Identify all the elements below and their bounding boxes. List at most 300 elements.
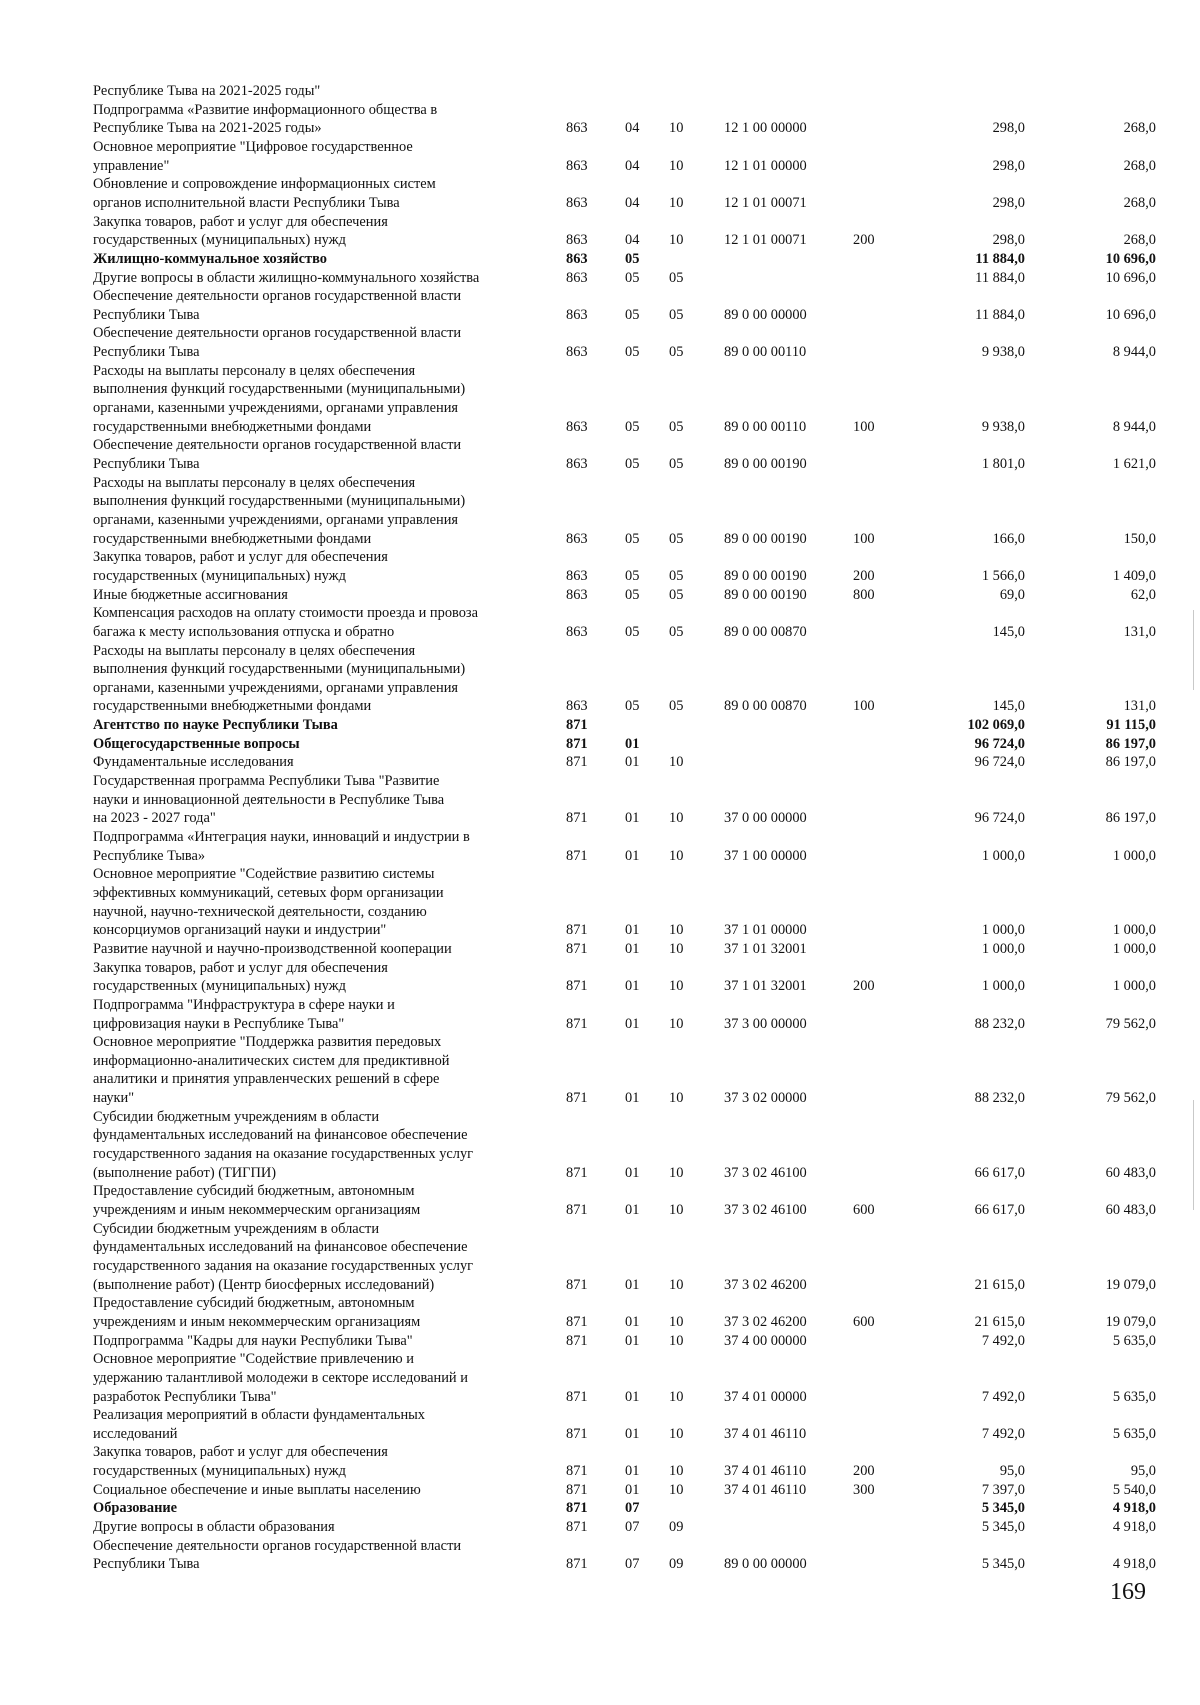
- row-name: Республике Тыва на 2021-2025 годы": [93, 83, 321, 99]
- row-ved-code: 871: [566, 922, 588, 939]
- row-amount-year1: 21 615,0: [974, 1313, 1025, 1330]
- row-expense-type: 100: [853, 530, 875, 547]
- row-name: Республике Тыва»: [93, 847, 206, 864]
- row-name: Республики Тыва: [93, 456, 200, 472]
- row-amount-year1: 7 492,0: [981, 1388, 1025, 1405]
- row-amount-year1: 1 801,0: [981, 456, 1025, 472]
- row-name: Республике Тыва на 2021-2025 годы»: [93, 120, 322, 137]
- row-target-article: 89 0 00 00190: [724, 586, 807, 603]
- table-row: [0, 1015, 1200, 1033]
- row-ved-code: 863: [566, 418, 588, 435]
- row-name: Подпрограмма «Интеграция науки, инноваций и индустрии в: [93, 829, 470, 845]
- row-section-code: 07: [625, 1500, 640, 1517]
- row-subsection-code: 10: [669, 922, 684, 939]
- table-row: [0, 175, 1200, 193]
- row-name: Образование: [93, 1500, 178, 1517]
- row-section-code: 04: [625, 120, 640, 137]
- row-ved-code: 863: [566, 157, 588, 174]
- table-row: [0, 82, 1200, 100]
- row-name: Общегосударственные вопросы: [93, 735, 300, 752]
- row-ved-code: 871: [566, 810, 588, 827]
- table-row: [0, 1425, 1200, 1443]
- row-amount-year2: 268,0: [1123, 232, 1156, 249]
- table-row: [0, 940, 1200, 958]
- row-target-article: 12 1 01 00071: [724, 232, 807, 249]
- scan-edge-mark: [1193, 610, 1194, 690]
- row-expense-type: 100: [853, 698, 875, 715]
- table-row: [0, 1145, 1200, 1163]
- row-amount-year1: 1 000,0: [981, 922, 1025, 939]
- row-name: фундаментальных исследований на финансовое обеспечение: [93, 1239, 468, 1256]
- row-ved-code: 863: [566, 456, 588, 472]
- row-ved-code: 863: [566, 232, 588, 249]
- row-name: Обеспечение деятельности органов государственной власти: [93, 1537, 462, 1554]
- row-amount-year1: 9 938,0: [981, 418, 1025, 435]
- row-target-article: 37 3 02 46200: [724, 1313, 807, 1330]
- row-subsection-code: 10: [669, 940, 684, 957]
- row-ved-code: 863: [566, 194, 588, 211]
- row-amount-year1: 96 724,0: [974, 735, 1025, 752]
- row-ved-code: 871: [566, 1332, 588, 1349]
- table-row: [0, 119, 1200, 137]
- row-name: управление": [93, 157, 170, 174]
- page-number: 169: [1110, 1579, 1146, 1605]
- row-name: Предоставление субсидий бюджетным, автономным: [93, 1295, 415, 1312]
- row-amount-year2: 4 918,0: [1112, 1556, 1156, 1573]
- table-row: [0, 511, 1200, 529]
- row-name: Иные бюджетные ассигнования: [93, 586, 288, 603]
- row-amount-year2: 4 918,0: [1112, 1500, 1156, 1517]
- row-name: Обеспечение деятельности органов государственной власти: [93, 288, 462, 305]
- row-subsection-code: 05: [669, 418, 684, 435]
- row-section-code: 01: [625, 1332, 640, 1349]
- row-amount-year1: 5 345,0: [981, 1519, 1025, 1536]
- table-row: [0, 1406, 1200, 1424]
- row-amount-year1: 66 617,0: [974, 1202, 1025, 1218]
- row-amount-year1: 95,0: [999, 1463, 1025, 1480]
- table-row: [0, 1108, 1200, 1126]
- row-name: Расходы на выплаты персоналу в целях обеспечения: [93, 362, 416, 379]
- row-subsection-code: 10: [669, 978, 684, 995]
- row-amount-year2: 1 000,0: [1112, 940, 1156, 957]
- row-name: Другие вопросы в области жилищно-коммунального хозяйства: [93, 269, 480, 286]
- row-target-article: 89 0 00 00870: [724, 623, 807, 640]
- row-name: Подпрограмма "Инфраструктура в сфере науки и: [93, 996, 395, 1013]
- table-row: [0, 1164, 1200, 1182]
- table-row: [0, 1033, 1200, 1051]
- row-section-code: 07: [625, 1519, 640, 1536]
- row-amount-year2: 60 483,0: [1105, 1164, 1156, 1181]
- row-name: государственного задания на оказание государственных услуг: [93, 1146, 474, 1163]
- row-amount-year1: 66 617,0: [974, 1164, 1025, 1181]
- row-name: Государственная программа Республики Тыва "Развитие: [93, 773, 440, 790]
- row-subsection-code: 05: [669, 344, 684, 361]
- row-expense-type: 200: [853, 978, 875, 995]
- row-amount-year2: 268,0: [1123, 194, 1156, 211]
- row-ved-code: 871: [566, 1425, 588, 1442]
- row-subsection-code: 10: [669, 1388, 684, 1405]
- row-name: государственных (муниципальных) нужд: [93, 232, 346, 249]
- row-amount-year1: 298,0: [992, 157, 1025, 174]
- row-subsection-code: 10: [669, 1463, 684, 1480]
- row-name: Обеспечение деятельности органов государственной власти: [93, 325, 462, 342]
- row-ved-code: 871: [566, 1164, 588, 1181]
- table-row: [0, 1089, 1200, 1107]
- row-subsection-code: 10: [669, 232, 684, 249]
- row-name: Закупка товаров, работ и услуг для обеспечения: [93, 1444, 388, 1461]
- row-section-code: 01: [625, 940, 640, 957]
- table-row: [0, 1276, 1200, 1294]
- row-section-code: 05: [625, 344, 640, 361]
- row-amount-year2: 79 562,0: [1105, 1015, 1156, 1032]
- row-amount-year2: 91 115,0: [1106, 717, 1156, 734]
- row-amount-year2: 60 483,0: [1105, 1202, 1156, 1218]
- table-row: [0, 1499, 1200, 1517]
- table-row: [0, 380, 1200, 398]
- row-name: Республики Тыва: [93, 306, 200, 323]
- table-row: [0, 138, 1200, 156]
- row-target-article: 89 0 00 00110: [724, 344, 807, 361]
- row-ved-code: 871: [566, 735, 588, 752]
- row-name: органами, казенными учреждениями, органами управления: [93, 679, 459, 696]
- row-amount-year2: 19 079,0: [1105, 1313, 1156, 1330]
- row-name: выполнения функций государственными (муниципальными): [93, 493, 466, 510]
- table-row: [0, 1555, 1200, 1573]
- row-name: цифровизация науки в Республике Тыва": [93, 1015, 345, 1032]
- table-row: [0, 809, 1200, 827]
- row-amount-year2: 8 944,0: [1112, 418, 1156, 435]
- table-row: [0, 716, 1200, 734]
- table-row: [0, 1238, 1200, 1256]
- row-amount-year1: 7 492,0: [981, 1425, 1025, 1442]
- row-name: государственными внебюджетными фондами: [93, 698, 372, 715]
- row-subsection-code: 10: [669, 1313, 684, 1330]
- row-name: выполнения функций государственными (муниципальными): [93, 661, 466, 678]
- row-name: учреждениям и иным некоммерческим организациям: [93, 1202, 421, 1218]
- table-row: [0, 231, 1200, 249]
- row-subsection-code: 05: [669, 456, 684, 472]
- row-amount-year2: 62,0: [1130, 586, 1156, 603]
- row-amount-year2: 10 696,0: [1105, 250, 1156, 267]
- row-name: государственными внебюджетными фондами: [93, 418, 372, 435]
- row-ved-code: 863: [566, 344, 588, 361]
- table-row: [0, 157, 1200, 175]
- row-name: Республики Тыва: [93, 344, 200, 361]
- row-subsection-code: 10: [669, 1276, 684, 1293]
- row-section-code: 04: [625, 232, 640, 249]
- row-section-code: 01: [625, 1481, 640, 1498]
- row-target-article: 89 0 00 00870: [724, 698, 807, 715]
- row-section-code: 01: [625, 847, 640, 864]
- table-row: [0, 194, 1200, 212]
- row-amount-year2: 5 635,0: [1112, 1332, 1156, 1349]
- table-row: [0, 959, 1200, 977]
- row-section-code: 04: [625, 194, 640, 211]
- row-name: Расходы на выплаты персоналу в целях обеспечения: [93, 474, 416, 491]
- table-row: [0, 343, 1200, 361]
- row-subsection-code: 10: [669, 754, 684, 771]
- row-subsection-code: 10: [669, 157, 684, 174]
- table-row: [0, 436, 1200, 454]
- row-amount-year2: 5 635,0: [1112, 1425, 1156, 1442]
- row-name: Фундаментальные исследования: [93, 754, 294, 771]
- row-target-article: 12 1 01 00071: [724, 194, 807, 211]
- row-subsection-code: 09: [669, 1556, 684, 1573]
- row-name: Закупка товаров, работ и услуг для обеспечения: [93, 549, 388, 566]
- row-name: консорциумов организаций науки и индустрии": [93, 922, 387, 939]
- row-amount-year1: 102 069,0: [967, 717, 1025, 734]
- row-ved-code: 871: [566, 1481, 588, 1498]
- row-amount-year2: 8 944,0: [1112, 344, 1156, 361]
- row-target-article: 37 0 00 00000: [724, 810, 807, 827]
- table-row: [0, 1350, 1200, 1368]
- table-row: [0, 269, 1200, 287]
- row-target-article: 37 4 00 00000: [724, 1332, 807, 1349]
- table-row: [0, 1332, 1200, 1350]
- row-section-code: 01: [625, 1015, 640, 1032]
- row-amount-year2: 1 409,0: [1112, 567, 1156, 584]
- row-amount-year1: 11 884,0: [975, 250, 1025, 267]
- row-ved-code: 871: [566, 1202, 588, 1218]
- row-amount-year1: 88 232,0: [974, 1015, 1025, 1032]
- row-amount-year1: 69,0: [999, 586, 1025, 603]
- table-row: [0, 865, 1200, 883]
- row-name: учреждениям и иным некоммерческим организациям: [93, 1313, 421, 1330]
- row-ved-code: 871: [566, 1519, 588, 1536]
- row-amount-year1: 1 000,0: [981, 978, 1025, 995]
- row-ved-code: 871: [566, 1463, 588, 1480]
- row-amount-year1: 298,0: [992, 120, 1025, 137]
- table-row: [0, 604, 1200, 622]
- row-name: Социальное обеспечение и иные выплаты населению: [93, 1481, 421, 1498]
- row-subsection-code: 10: [669, 847, 684, 864]
- row-section-code: 05: [625, 698, 640, 715]
- row-section-code: 01: [625, 1090, 640, 1107]
- row-amount-year1: 7 397,0: [981, 1481, 1025, 1498]
- row-target-article: 37 3 02 46200: [724, 1276, 807, 1293]
- row-name: Основное мероприятие "Цифровое государственное: [93, 138, 413, 155]
- table-row: [0, 921, 1200, 939]
- row-amount-year2: 86 197,0: [1105, 810, 1156, 827]
- table-row: [0, 213, 1200, 231]
- row-subsection-code: 05: [669, 623, 684, 640]
- table-row: [0, 735, 1200, 753]
- row-name: государственных (муниципальных) нужд: [93, 978, 346, 995]
- table-row: [0, 324, 1200, 342]
- row-name: органами, казенными учреждениями, органами управления: [93, 400, 459, 417]
- table-row: [0, 791, 1200, 809]
- row-ved-code: 871: [566, 1090, 588, 1107]
- row-name: Республики Тыва: [93, 1556, 200, 1573]
- row-target-article: 37 4 01 46110: [724, 1425, 807, 1442]
- row-target-article: 89 0 00 00110: [724, 418, 807, 435]
- row-section-code: 05: [625, 530, 640, 547]
- table-row: [0, 287, 1200, 305]
- row-section-code: 05: [625, 418, 640, 435]
- row-target-article: 89 0 00 00190: [724, 456, 807, 472]
- row-target-article: 12 1 00 00000: [724, 120, 807, 137]
- row-section-code: 05: [625, 586, 640, 603]
- row-ved-code: 863: [566, 269, 588, 286]
- table-row: [0, 1443, 1200, 1461]
- row-amount-year2: 5 540,0: [1112, 1481, 1156, 1498]
- row-amount-year2: 10 696,0: [1105, 269, 1156, 286]
- row-target-article: 89 0 00 00190: [724, 530, 807, 547]
- row-ved-code: 871: [566, 940, 588, 957]
- row-expense-type: 200: [853, 1463, 875, 1480]
- row-ved-code: 871: [566, 1015, 588, 1032]
- row-target-article: 37 4 01 00000: [724, 1388, 807, 1405]
- row-ved-code: 871: [566, 754, 588, 771]
- row-ved-code: 871: [566, 1276, 588, 1293]
- row-section-code: 05: [625, 306, 640, 323]
- row-ved-code: 863: [566, 567, 588, 584]
- table-row: [0, 492, 1200, 510]
- row-name: Агентство по науке Республики Тыва: [93, 717, 338, 734]
- table-row: [0, 1052, 1200, 1070]
- table-row: [0, 884, 1200, 902]
- table-row: [0, 455, 1200, 473]
- row-name: государственных (муниципальных) нужд: [93, 1463, 346, 1480]
- row-section-code: 01: [625, 1164, 640, 1181]
- row-target-article: 37 4 01 46110: [724, 1463, 807, 1480]
- row-name: государственного задания на оказание государственных услуг: [93, 1257, 474, 1274]
- row-section-code: 01: [625, 810, 640, 827]
- row-target-article: 37 1 01 00000: [724, 922, 807, 939]
- row-name: (выполнение работ) (Центр биосферных исследований): [93, 1276, 435, 1293]
- row-section-code: 05: [625, 456, 640, 472]
- row-amount-year1: 7 492,0: [981, 1332, 1025, 1349]
- row-subsection-code: 10: [669, 1332, 684, 1349]
- table-row: [0, 623, 1200, 641]
- table-row: [0, 847, 1200, 865]
- row-section-code: 05: [625, 250, 640, 267]
- row-ved-code: 871: [566, 1556, 588, 1573]
- row-name: органами, казенными учреждениями, органами управления: [93, 511, 459, 528]
- table-row: [0, 697, 1200, 715]
- row-name: на 2023 - 2027 года": [93, 810, 216, 827]
- row-section-code: 01: [625, 754, 640, 771]
- row-name: государственными внебюджетными фондами: [93, 530, 372, 547]
- table-row: [0, 474, 1200, 492]
- row-amount-year2: 150,0: [1123, 530, 1156, 547]
- row-section-code: 01: [625, 1463, 640, 1480]
- row-section-code: 07: [625, 1556, 640, 1573]
- table-row: [0, 1294, 1200, 1312]
- row-name: Закупка товаров, работ и услуг для обеспечения: [93, 213, 388, 230]
- row-amount-year2: 1 000,0: [1112, 922, 1156, 939]
- row-name: Другие вопросы в области образования: [93, 1519, 335, 1536]
- row-amount-year1: 21 615,0: [974, 1276, 1025, 1293]
- row-ved-code: 871: [566, 717, 588, 734]
- row-name: Закупка товаров, работ и услуг для обеспечения: [93, 959, 388, 976]
- row-section-code: 01: [625, 735, 640, 752]
- table-row: [0, 1388, 1200, 1406]
- table-row: [0, 1518, 1200, 1536]
- row-ved-code: 863: [566, 306, 588, 323]
- table-row: [0, 1462, 1200, 1480]
- row-target-article: 37 4 01 46110: [724, 1481, 807, 1498]
- row-section-code: 05: [625, 269, 640, 286]
- row-name: Компенсация расходов на оплату стоимости проезда и провоза: [93, 605, 478, 622]
- table-row: [0, 903, 1200, 921]
- row-subsection-code: 05: [669, 586, 684, 603]
- row-section-code: 05: [625, 567, 640, 584]
- row-name: научной, научно-технической деятельности, созданию: [93, 903, 427, 920]
- table-row: [0, 567, 1200, 585]
- row-expense-type: 200: [853, 232, 875, 249]
- row-amount-year1: 1 000,0: [981, 940, 1025, 957]
- row-subsection-code: 10: [669, 810, 684, 827]
- row-amount-year1: 11 884,0: [975, 306, 1025, 323]
- row-ved-code: 863: [566, 586, 588, 603]
- table-row: [0, 977, 1200, 995]
- row-subsection-code: 10: [669, 1425, 684, 1442]
- row-section-code: 04: [625, 157, 640, 174]
- row-amount-year1: 298,0: [992, 232, 1025, 249]
- row-name: Развитие научной и научно-производственной кооперации: [93, 940, 452, 957]
- row-target-article: 37 1 01 32001: [724, 978, 807, 995]
- row-subsection-code: 10: [669, 1015, 684, 1032]
- row-amount-year2: 4 918,0: [1112, 1519, 1156, 1536]
- row-target-article: 37 3 02 00000: [724, 1090, 807, 1107]
- row-subsection-code: 10: [669, 1164, 684, 1181]
- row-target-article: 37 3 02 46100: [724, 1164, 807, 1181]
- row-section-code: 01: [625, 1202, 640, 1218]
- table-row: [0, 1220, 1200, 1238]
- row-name: Субсидии бюджетным учреждениям в области: [93, 1220, 380, 1237]
- row-target-article: 89 0 00 00190: [724, 567, 807, 584]
- row-ved-code: 871: [566, 978, 588, 995]
- row-name: исследований: [93, 1425, 178, 1442]
- row-name: Субсидии бюджетным учреждениям в области: [93, 1108, 380, 1125]
- table-row: [0, 548, 1200, 566]
- row-name: фундаментальных исследований на финансовое обеспечение: [93, 1127, 468, 1144]
- row-amount-year2: 131,0: [1123, 623, 1156, 640]
- row-name: Расходы на выплаты персоналу в целях обеспечения: [93, 642, 416, 659]
- row-section-code: 01: [625, 978, 640, 995]
- row-amount-year2: 268,0: [1123, 120, 1156, 137]
- row-amount-year1: 166,0: [992, 530, 1025, 547]
- row-expense-type: 200: [853, 567, 875, 584]
- table-row: [0, 1070, 1200, 1088]
- row-name: удержанию талантливой молодежи в секторе исследований и: [93, 1369, 468, 1386]
- row-amount-year1: 1 000,0: [981, 847, 1025, 864]
- row-amount-year2: 1 621,0: [1112, 456, 1156, 472]
- row-ved-code: 871: [566, 847, 588, 864]
- row-amount-year1: 96 724,0: [974, 810, 1025, 827]
- table-row: [0, 828, 1200, 846]
- row-ved-code: 863: [566, 530, 588, 547]
- table-row: [0, 306, 1200, 324]
- row-section-code: 01: [625, 1313, 640, 1330]
- row-amount-year1: 5 345,0: [981, 1556, 1025, 1573]
- row-subsection-code: 05: [669, 698, 684, 715]
- row-target-article: 37 1 00 00000: [724, 847, 807, 864]
- row-subsection-code: 10: [669, 1202, 684, 1218]
- row-expense-type: 100: [853, 418, 875, 435]
- table-row: [0, 660, 1200, 678]
- row-name: выполнения функций государственными (муниципальными): [93, 381, 466, 398]
- row-section-code: 01: [625, 922, 640, 939]
- row-amount-year1: 88 232,0: [974, 1090, 1025, 1107]
- row-amount-year2: 1 000,0: [1112, 978, 1156, 995]
- table-row: [0, 1481, 1200, 1499]
- row-name: науки": [93, 1090, 135, 1107]
- row-name: Предоставление субсидий бюджетным, автономным: [93, 1183, 415, 1200]
- table-row: [0, 1537, 1200, 1555]
- row-amount-year1: 1 566,0: [981, 567, 1025, 584]
